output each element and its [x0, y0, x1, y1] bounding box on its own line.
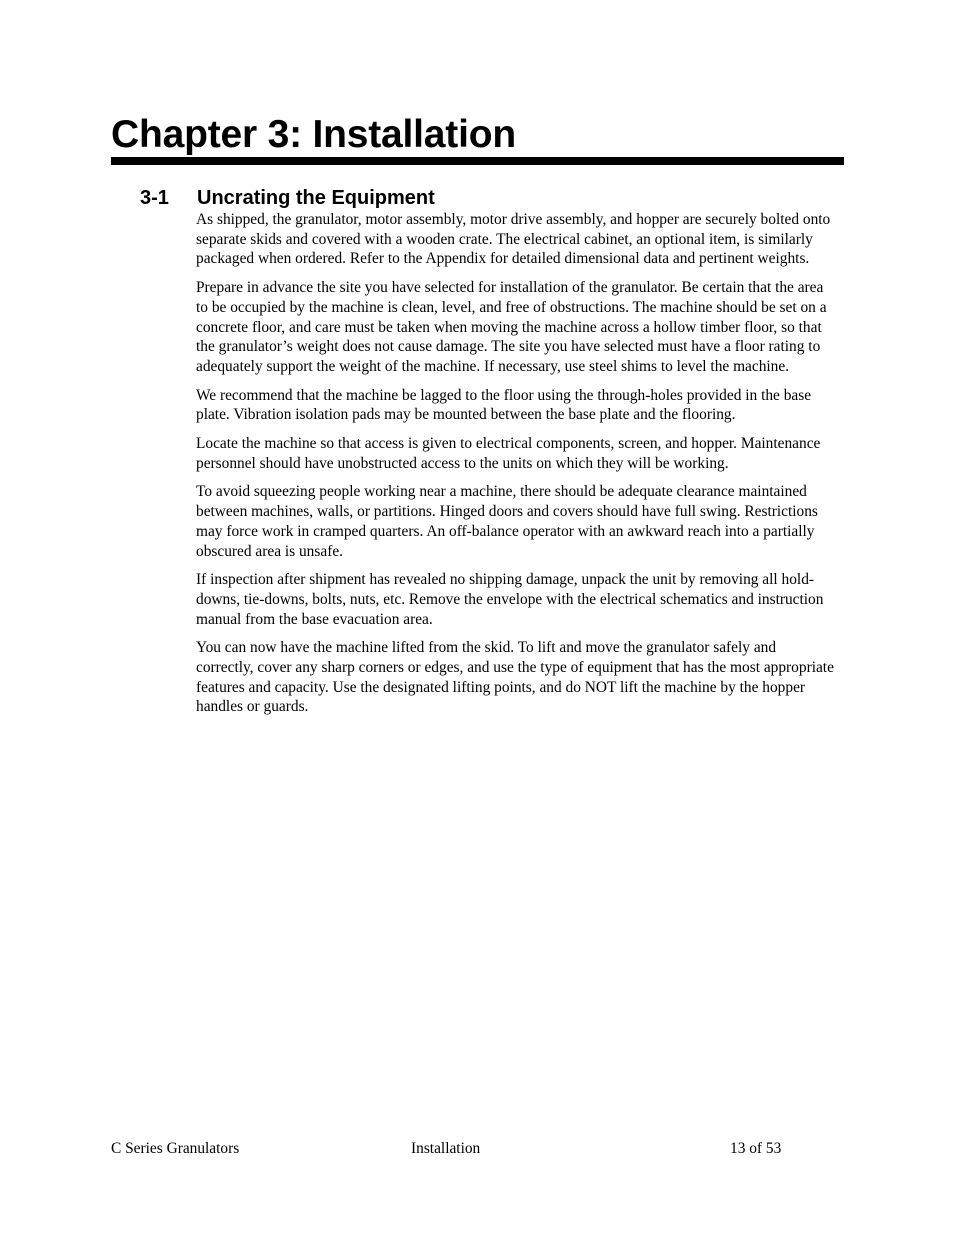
footer-chapter-name: Installation — [411, 1140, 481, 1157]
section-heading — [140, 185, 435, 211]
section-title: Uncrating the Equipment — [197, 187, 435, 209]
title-rule — [111, 157, 844, 165]
footer-page-number: 13 of 53 — [730, 1140, 782, 1157]
section-body — [196, 210, 836, 726]
paragraph: We recommend that the machine be lagged to the floor using the through-holes provided in the base plate. Vibration isolation pads may be mounted between the base plate and the flooring. — [196, 386, 812, 424]
chapter-title: Chapter 3: Installation — [111, 113, 516, 156]
paragraph: To avoid squeezing people working near a machine, there should be adequate clearance maintained between machines, walls, or partitions. Hinged doors and covers should have full swing. Restrictions may force work in cramped quarters. An off-balance operator with an awkward reach into a partially obscured area is unsafe. — [196, 483, 818, 560]
paragraph: As shipped, the granulator, motor assembly, motor drive assembly, and hopper are securely bolted onto separate skids and covered with a wooden crate. The electrical cabinet, an optional item, is similarly packaged when ordered. Refer to the Appendix for detailed dimensional data and pertinent weights. — [196, 211, 831, 268]
page-footer — [0, 1139, 954, 1159]
footer-document-title: C Series Granulators — [111, 1140, 240, 1157]
paragraph: You can now have the machine lifted from the skid. To lift and move the granulator safely and correctly, cover any sharp corners or edges, and use the type of equipment that has the most appropriate features and capacity. Use the designated lifting points, and do NOT lift the machine by the hopper handles or guards. — [196, 639, 834, 716]
paragraph: Locate the machine so that access is given to electrical components, screen, and hopper. Maintenance personnel should have unobstructed access to the units on which they will be working. — [196, 435, 821, 472]
paragraph: If inspection after shipment has revealed no shipping damage, unpack the unit by removing all hold-downs, tie-downs, bolts, nuts, etc. Remove the envelope with the electrical schematics and instruction manual from the base evacuation area. — [196, 571, 824, 628]
paragraph: Prepare in advance the site you have selected for installation of the granulator. Be certain that the area to be occupied by the machine is clean, level, and free of obstructions. The machine should be set on a concrete floor, and care must be taken when moving the machine across a hollow timber floor, so that the granulator’s weight does not cause damage. The site you have selected must have a floor rating to adequately support the weight of the machine. If necessary, use steel shims to level the machine. — [196, 279, 827, 375]
section-number: 3-1 — [140, 187, 169, 209]
